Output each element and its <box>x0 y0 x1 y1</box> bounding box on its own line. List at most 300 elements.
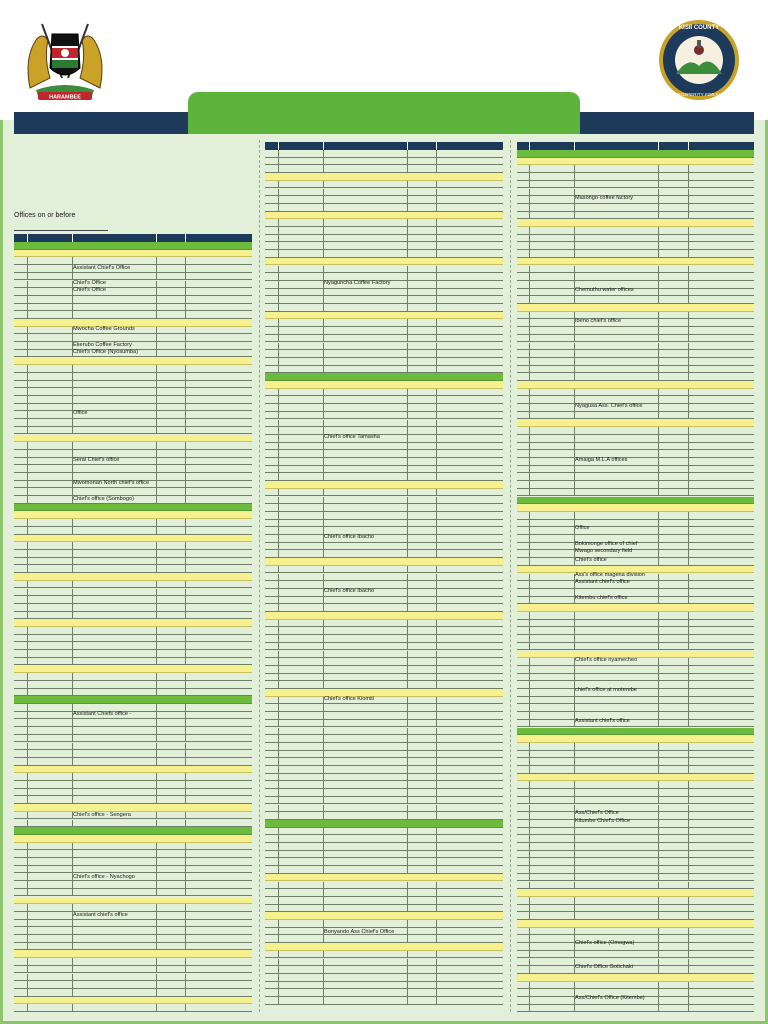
table-row <box>517 427 754 435</box>
table-row <box>14 381 252 389</box>
table-row <box>517 327 754 335</box>
table-row <box>14 334 252 342</box>
table-row <box>517 235 754 243</box>
table-row <box>517 751 754 759</box>
table-row <box>265 781 503 789</box>
polling-station-name: Chief's office Tamasha <box>324 434 380 440</box>
table-row <box>265 535 503 543</box>
table-row <box>14 958 252 966</box>
table-header <box>14 234 252 242</box>
table-row <box>265 566 503 574</box>
table-row <box>14 758 252 766</box>
polling-station-name: Office <box>575 525 590 531</box>
table-row <box>14 796 252 804</box>
table-row <box>265 897 503 905</box>
table-row <box>14 850 252 858</box>
table-row <box>265 543 503 551</box>
polling-station-name: Chief's Office <box>73 280 106 286</box>
section-band-yellow <box>14 250 252 258</box>
table-row <box>265 512 503 520</box>
table-row <box>14 257 252 265</box>
table-row <box>265 889 503 897</box>
table-row <box>265 951 503 959</box>
table-row <box>265 227 503 235</box>
table-row <box>265 635 503 643</box>
table-row <box>14 565 252 573</box>
polling-station-name: Chief's office Kiomiti <box>324 696 375 702</box>
section-band-yellow <box>265 612 503 620</box>
table-row <box>14 920 252 928</box>
table-row <box>517 982 754 990</box>
section-band-yellow <box>265 689 503 697</box>
table-row <box>14 419 252 427</box>
table-row <box>517 181 754 189</box>
table-row <box>14 581 252 589</box>
table-row <box>517 373 754 381</box>
table-row <box>265 966 503 974</box>
table-row <box>517 620 754 628</box>
table-row <box>517 897 754 905</box>
polling-station-name: Serai Chief's office <box>73 457 120 463</box>
polling-station-name: Nyagusa Ass. Chief's office <box>575 403 643 409</box>
table-row <box>265 435 503 443</box>
table-row <box>517 512 754 520</box>
section-band-yellow <box>517 381 754 389</box>
table-row <box>14 612 252 620</box>
table-row <box>265 319 503 327</box>
polling-station-name: Nyaguncha Coffee Factory <box>324 280 391 286</box>
table-row <box>265 751 503 759</box>
table-row <box>14 681 252 689</box>
section-band-yellow <box>265 943 503 951</box>
table-row <box>517 828 754 836</box>
table-row <box>265 443 503 451</box>
table-row <box>265 997 503 1005</box>
table-row <box>265 589 503 597</box>
table-row <box>265 366 503 374</box>
table-row <box>517 273 754 281</box>
table-row <box>265 404 503 412</box>
table-row <box>14 396 252 404</box>
table-row <box>14 712 252 720</box>
table-row <box>517 281 754 289</box>
table-row <box>265 597 503 605</box>
section-band-yellow <box>517 304 754 312</box>
table-row <box>265 504 503 512</box>
section-band-green <box>265 820 503 828</box>
table-row <box>517 666 754 674</box>
table-row <box>517 520 754 528</box>
table-row <box>265 581 503 589</box>
polling-station-name: Bokimonge office of chief <box>575 541 638 547</box>
table-row <box>517 165 754 173</box>
table-row <box>517 843 754 851</box>
table-row <box>517 674 754 682</box>
table-row <box>265 743 503 751</box>
table-row <box>265 196 503 204</box>
section-band-yellow <box>14 950 252 958</box>
table-row <box>517 473 754 481</box>
section-band-yellow <box>14 666 252 674</box>
section-band-yellow <box>517 735 754 743</box>
table-row <box>14 981 252 989</box>
table-row <box>265 858 503 866</box>
section-band-yellow <box>517 774 754 782</box>
polling-station-name: Chief's office <box>575 557 607 563</box>
table-row <box>517 928 754 936</box>
table-row <box>265 774 503 782</box>
table-row <box>517 242 754 250</box>
table-row <box>265 720 503 728</box>
table-row <box>14 465 252 473</box>
table-header <box>265 142 503 150</box>
table-row <box>517 1005 754 1013</box>
polling-table-column-1 <box>14 234 252 1008</box>
table-row <box>517 874 754 882</box>
table-row <box>14 642 252 650</box>
table-row <box>517 489 754 497</box>
table-row <box>265 920 503 928</box>
table-row <box>14 719 252 727</box>
table-row <box>517 951 754 959</box>
table-row <box>517 597 754 605</box>
table-row <box>265 242 503 250</box>
table-row <box>265 204 503 212</box>
table-row <box>14 589 252 597</box>
table-row <box>14 773 252 781</box>
table-row <box>265 712 503 720</box>
polling-station-name: Bonyando Ass Chief's Office <box>324 929 395 935</box>
section-band-yellow <box>517 974 754 982</box>
table-row <box>265 666 503 674</box>
table-row <box>517 820 754 828</box>
table-row <box>265 489 503 497</box>
table-row <box>517 720 754 728</box>
table-row <box>265 728 503 736</box>
table-row <box>14 966 252 974</box>
table-row <box>517 966 754 974</box>
table-row <box>265 458 503 466</box>
table-row <box>265 466 503 474</box>
table-row <box>14 904 252 912</box>
table-row <box>517 581 754 589</box>
polling-table-column-3 <box>517 142 754 1010</box>
table-row <box>14 373 252 381</box>
table-row <box>265 497 503 505</box>
table-row <box>265 304 503 312</box>
table-row <box>14 974 252 982</box>
table-row <box>265 935 503 943</box>
table-row <box>14 820 252 828</box>
polling-station-name: Mwomonan North chief's office <box>73 480 150 486</box>
table-row <box>265 851 503 859</box>
table-row <box>265 789 503 797</box>
table-row <box>265 704 503 712</box>
table-row <box>517 835 754 843</box>
table-row <box>14 273 252 281</box>
table-row <box>14 311 252 319</box>
table-row <box>517 558 754 566</box>
title-banner <box>188 92 580 134</box>
table-row <box>14 635 252 643</box>
table-row <box>265 882 503 890</box>
table-row <box>517 635 754 643</box>
polling-station-name: Chief's office Ibacho <box>324 588 375 594</box>
table-row <box>517 389 754 397</box>
section-band-green <box>14 827 252 835</box>
table-row <box>265 974 503 982</box>
section-band-yellow <box>517 604 754 612</box>
table-row <box>265 651 503 659</box>
polling-station-name: Ibeno chief's office <box>575 318 622 324</box>
polling-station-name: Chemuthu water offices <box>575 287 634 293</box>
section-band-yellow <box>517 889 754 897</box>
table-row <box>517 196 754 204</box>
polling-station-name: Amaiga M.L.A offices <box>575 457 628 463</box>
table-row <box>517 412 754 420</box>
section-band-yellow <box>14 435 252 443</box>
table-row <box>14 673 252 681</box>
polling-station-name: Chief's Office Gotichaki <box>575 964 633 970</box>
table-row <box>14 388 252 396</box>
table-row <box>517 289 754 297</box>
polling-station-name: Chief's office nyamecheo <box>575 657 638 663</box>
table-row <box>265 189 503 197</box>
table-row <box>265 181 503 189</box>
table-row <box>14 789 252 797</box>
table-row <box>14 288 252 296</box>
table-row <box>265 735 503 743</box>
table-row <box>14 658 252 666</box>
table-row <box>265 550 503 558</box>
section-band-yellow <box>14 766 252 774</box>
table-row <box>517 458 754 466</box>
table-row <box>14 843 252 851</box>
table-row <box>265 520 503 528</box>
table-row <box>14 365 252 373</box>
polling-station-name: Chief's Office (Nyosumba) <box>73 349 139 355</box>
table-row <box>14 265 252 273</box>
table-row <box>265 150 503 158</box>
table-row <box>265 527 503 535</box>
table-row <box>14 604 252 612</box>
table-row <box>14 519 252 527</box>
table-row <box>265 797 503 805</box>
table-row <box>517 704 754 712</box>
table-row <box>517 766 754 774</box>
table-row <box>265 905 503 913</box>
table-row <box>517 250 754 258</box>
section-band-yellow <box>517 219 754 227</box>
table-row <box>14 550 252 558</box>
section-band-yellow <box>265 381 503 389</box>
table-row <box>265 758 503 766</box>
intro-text: Offices on or before <box>14 212 76 219</box>
table-row <box>14 427 252 435</box>
column-divider <box>259 140 260 1012</box>
table-row <box>265 219 503 227</box>
crest-motto: HARAMBEE <box>49 94 81 101</box>
table-row <box>14 912 252 920</box>
polling-station-name: Assistant chief's office <box>575 579 630 585</box>
table-row <box>265 427 503 435</box>
section-band-green <box>517 150 754 158</box>
table-row <box>517 450 754 458</box>
table-row <box>517 335 754 343</box>
table-row <box>14 404 252 412</box>
table-row <box>265 812 503 820</box>
table-row <box>265 289 503 297</box>
polling-station-name: Ass's office magena division <box>575 572 645 578</box>
table-row <box>517 589 754 597</box>
table-row <box>517 781 754 789</box>
table-row <box>14 989 252 997</box>
table-row <box>265 266 503 274</box>
table-row <box>517 212 754 220</box>
table-row <box>14 889 252 897</box>
table-row <box>517 697 754 705</box>
table-row <box>265 697 503 705</box>
polling-station-name: Ass/Chief's Office (Kitembe) <box>575 995 645 1001</box>
table-row <box>265 158 503 166</box>
polling-station-name: Chief's office - Sengera <box>73 812 131 818</box>
table-row <box>14 281 252 289</box>
section-band-yellow <box>265 173 503 181</box>
table-row <box>265 681 503 689</box>
polling-station-name: Chief's office (Omogwa) <box>575 940 635 946</box>
table-row <box>517 296 754 304</box>
table-row <box>265 866 503 874</box>
section-band-yellow <box>265 212 503 220</box>
polling-station-name: Chief's office Ibacho <box>324 534 375 540</box>
table-row <box>265 473 503 481</box>
section-band-yellow <box>14 535 252 543</box>
polling-station-name: Kitumbe Chief's Office <box>575 818 631 824</box>
table-row <box>517 866 754 874</box>
section-band-yellow <box>265 558 503 566</box>
polling-station-name: chief's office at moterebe <box>575 687 637 693</box>
table-row <box>517 882 754 890</box>
table-row <box>517 366 754 374</box>
table-row <box>517 435 754 443</box>
table-row <box>517 758 754 766</box>
section-band-yellow <box>14 573 252 581</box>
table-row <box>265 620 503 628</box>
table-row <box>14 704 252 712</box>
table-row <box>265 982 503 990</box>
table-row <box>14 881 252 889</box>
table-row <box>517 943 754 951</box>
section-band-green <box>517 497 754 505</box>
table-row <box>14 727 252 735</box>
table-row <box>265 296 503 304</box>
table-row <box>265 643 503 651</box>
polling-station-name: Office <box>73 410 88 416</box>
table-row <box>265 674 503 682</box>
section-band-yellow <box>14 835 252 843</box>
table-row <box>265 959 503 967</box>
table-row <box>517 350 754 358</box>
table-row <box>14 296 252 304</box>
table-header <box>517 142 754 150</box>
section-band-yellow <box>265 912 503 920</box>
section-band-green <box>517 728 754 736</box>
polling-station-name: Chief's office (Sombogo) <box>73 496 134 502</box>
section-band-yellow <box>14 997 252 1005</box>
table-row <box>14 304 252 312</box>
table-row <box>14 450 252 458</box>
table-row <box>265 335 503 343</box>
table-row <box>517 358 754 366</box>
section-band-yellow <box>517 504 754 512</box>
table-row <box>517 643 754 651</box>
table-row <box>517 797 754 805</box>
section-band-yellow <box>265 481 503 489</box>
table-row <box>517 851 754 859</box>
table-row <box>265 658 503 666</box>
table-row <box>265 412 503 420</box>
table-row <box>517 173 754 181</box>
table-row <box>265 358 503 366</box>
table-row <box>265 389 503 397</box>
table-row <box>517 812 754 820</box>
table-row <box>14 596 252 604</box>
table-row <box>517 343 754 351</box>
section-band-yellow <box>14 804 252 812</box>
table-row <box>517 319 754 327</box>
section-band-yellow <box>265 258 503 266</box>
table-row <box>265 835 503 843</box>
table-row <box>517 443 754 451</box>
table-row <box>14 689 252 697</box>
table-row <box>517 959 754 967</box>
table-row <box>265 574 503 582</box>
polling-station-name: Mwago secondary field <box>575 548 633 554</box>
section-band-yellow <box>517 920 754 928</box>
table-row <box>517 527 754 535</box>
table-row <box>14 935 252 943</box>
table-row <box>265 766 503 774</box>
table-row <box>517 858 754 866</box>
polling-station-name: Ekerubo Coffee Factory <box>73 342 132 348</box>
table-row <box>265 450 503 458</box>
table-row <box>265 343 503 351</box>
table-row <box>265 396 503 404</box>
polling-station-name: Assistant chief's office <box>575 718 630 724</box>
column-divider <box>510 140 511 1012</box>
table-row <box>517 466 754 474</box>
table-row <box>265 350 503 358</box>
table-row <box>14 411 252 419</box>
table-row <box>265 250 503 258</box>
polling-table-column-2 <box>265 142 503 1000</box>
section-band-yellow <box>14 358 252 366</box>
polling-station-name: Assistant Chief's Office <box>73 265 131 271</box>
table-row <box>14 743 252 751</box>
table-row <box>14 650 252 658</box>
table-row <box>14 927 252 935</box>
table-row <box>265 627 503 635</box>
seal-name: KISII COUNTY <box>678 25 720 31</box>
section-band-yellow <box>517 158 754 166</box>
section-band-yellow <box>517 420 754 428</box>
table-row <box>517 312 754 320</box>
kenya-coat-of-arms-icon <box>22 18 108 102</box>
table-row <box>14 527 252 535</box>
table-row <box>14 750 252 758</box>
table-row <box>14 735 252 743</box>
section-band-yellow <box>265 874 503 882</box>
